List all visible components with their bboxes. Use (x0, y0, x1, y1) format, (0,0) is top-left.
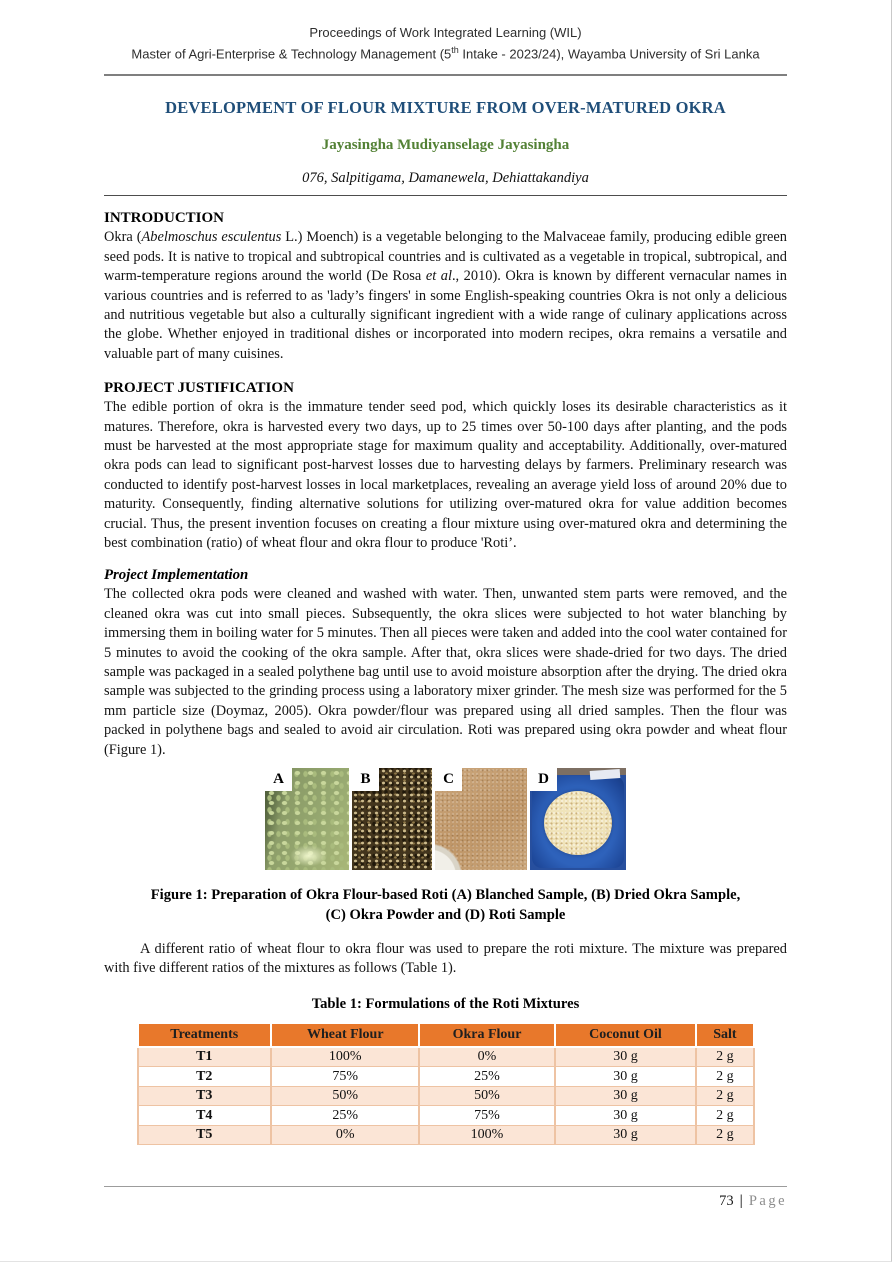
cell-coconut-oil: 30 g (555, 1047, 697, 1067)
cell-okra-flour: 50% (419, 1086, 554, 1106)
figure-panel-dried-okra-sample (352, 768, 432, 870)
panel-label-b: B (352, 768, 379, 791)
cell-okra-flour: 0% (419, 1047, 554, 1067)
paragraph-introduction: Okra (Abelmoschus esculentus L.) Moench) is a vegetable belonging to the Malvaceae family, producing edible green seed pods. It is native to tropical and subtropical countries and is cultivated as a vegetable in tropical, subtropical, and warm-temperature regions around the world (De Rosa et al., 2010). Okra is known by different vernacular names in various countries and is referred to as 'lady’s fingers' in some English-speaking countries Okra is not only a delicious and nutritious vegetable but also a culturally significant ingredient with a wide range of culinary applications across the globe. Whether enjoyed in traditional dishes or incorporated into modern recipes, okra remains a versatile and valuable part of many cuisines. (104, 229, 787, 362)
page-number-line (104, 1193, 787, 1210)
address-rule (104, 195, 787, 196)
paragraph-ratios: A different ratio of wheat flour to okra flour was used to prepare the roti mixture. The mixture was prepared with five different ratios of the mixtures as follows (Table 1). (104, 941, 787, 977)
figure-caption-line1: Figure 1: Preparation of Okra Flour-based Roti (A) Blanched Sample, (B) Dried Okra Sample, (150, 887, 741, 904)
header-line2: Master of Agri-Enterprise & Technology Management (5th Intake - 2023/24), Wayamba University of Sri Lanka (131, 44, 760, 61)
heading-project-justification: PROJECT JUSTIFICATION (104, 380, 294, 397)
table-row-t4 (138, 1106, 754, 1126)
figure-panel-roti-sample (530, 768, 626, 870)
panel-label-a: A (265, 768, 292, 791)
paragraph-project-justification: The edible portion of okra is the immature tender seed pod, which quickly loses its desirable characteristics as it matures. Therefore, okra is harvested every two days, up to 25 times over 50-100 days after planting, and the pods must be harvested at the most appropriate stage for maximum quality and acceptability. Additionally, over-matured okra pods can lead to significant post-harvest losses due to harvesting delays by farmers. Preliminary research was conducted to identify post-harvest losses in local marketplaces, revealing an average yield loss of around 20% due to maturity. Consequently, finding alternative solutions for utilizing over-matured okra for value addition becomes crucial. Thus, the present invention focuses on creating a flour mixture using over-matured okra and determining the best combination (ratio) of wheat flour and okra flour to produce 'Roti’. (104, 399, 787, 552)
cell-wheat-flour: 75% (271, 1067, 419, 1087)
table-header-row (138, 1024, 754, 1047)
cell-wheat-flour: 0% (271, 1125, 419, 1145)
formulations-table (137, 1024, 755, 1146)
table-row-t3 (138, 1086, 754, 1106)
table-row-t1 (138, 1047, 754, 1067)
col-header-wheat-flour: Wheat Flour (271, 1024, 419, 1047)
cell-coconut-oil: 30 g (555, 1086, 697, 1106)
cell-salt: 2 g (696, 1047, 753, 1067)
panel-label-c: C (435, 768, 462, 791)
table-row-t2 (138, 1067, 754, 1087)
header-line1: Proceedings of Work Integrated Learning (WIL) (309, 25, 582, 40)
figure-panel-blanched-sample (265, 768, 349, 870)
author-name: Jayasingha Mudiyanselage Jayasingha (321, 137, 570, 154)
table-title: Table 1: Formulations of the Roti Mixtures (311, 995, 580, 1012)
author-address: 076, Salpitigama, Damanewela, Dehiattakandiya (302, 170, 589, 187)
cell-okra-flour: 100% (419, 1125, 554, 1145)
cell-salt: 2 g (696, 1086, 753, 1106)
footer-rule (104, 1186, 787, 1187)
cell-coconut-oil: 30 g (555, 1125, 697, 1145)
table-row-t5 (138, 1125, 754, 1145)
figure-1 (104, 768, 787, 870)
page-label: Page (748, 1193, 787, 1209)
cell-okra-flour: 25% (419, 1067, 554, 1087)
cell-salt: 2 g (696, 1067, 753, 1087)
cell-okra-flour: 75% (419, 1106, 554, 1126)
col-header-okra-flour: Okra Flour (419, 1024, 554, 1047)
cell-treatment: T4 (138, 1106, 272, 1126)
roti-graphic (544, 791, 612, 855)
page-footer (104, 1186, 787, 1210)
paragraph-project-implementation: The collected okra pods were cleaned and washed with water. Then, unwanted stem parts were removed, and the cleaned okra was cut into small pieces. Subsequently, the okra slices were subjected to hot water blanching by immersing them in boiling water for 5 minutes. Then all pieces were taken and added into the cool water contained for 5 minutes to avoid the cooking of the okra sample. After that, okra slices were shade-dried for two days. The dried sample was packaged in a sealed polythene bag until use to avoid moisture absorption after the drying. The dried okra sample was subjected to the grinding process using a laboratory mixer grinder. The mesh size was performed for the 5 mm particle size (Doymaz, 2005). Okra powder/flour was prepared using all dried samples. Then the flour was packed in polythene bags and sealed to avoid air circulation. Roti was prepared using okra powder and wheat flour (Figure 1). (104, 586, 787, 758)
figure-panel-okra-powder (435, 768, 527, 870)
cell-treatment: T1 (138, 1047, 272, 1067)
heading-introduction: INTRODUCTION (104, 210, 225, 227)
cell-treatment: T3 (138, 1086, 272, 1106)
cell-wheat-flour: 100% (271, 1047, 419, 1067)
figure-caption (104, 885, 787, 925)
cell-salt: 2 g (696, 1125, 753, 1145)
header-rule (104, 74, 787, 76)
col-header-salt: Salt (696, 1024, 753, 1047)
cell-wheat-flour: 50% (271, 1086, 419, 1106)
cell-salt: 2 g (696, 1106, 753, 1126)
col-header-treatments: Treatments (138, 1024, 272, 1047)
cell-coconut-oil: 30 g (555, 1106, 697, 1126)
page-number-separator: | (739, 1193, 743, 1209)
panel-label-d: D (530, 768, 557, 791)
cell-treatment: T5 (138, 1125, 272, 1145)
heading-project-implementation: Project Implementation (104, 567, 249, 584)
journal-header (104, 24, 787, 62)
paper-title: DEVELOPMENT OF FLOUR MIXTURE FROM OVER-MATURED OKRA (165, 98, 726, 118)
figure-caption-line2: (C) Okra Powder and (D) Roti Sample (325, 907, 566, 924)
page-number: 73 (719, 1193, 734, 1209)
cell-wheat-flour: 25% (271, 1106, 419, 1126)
cell-treatment: T2 (138, 1067, 272, 1087)
col-header-coconut-oil: Coconut Oil (555, 1024, 697, 1047)
cell-coconut-oil: 30 g (555, 1067, 697, 1087)
